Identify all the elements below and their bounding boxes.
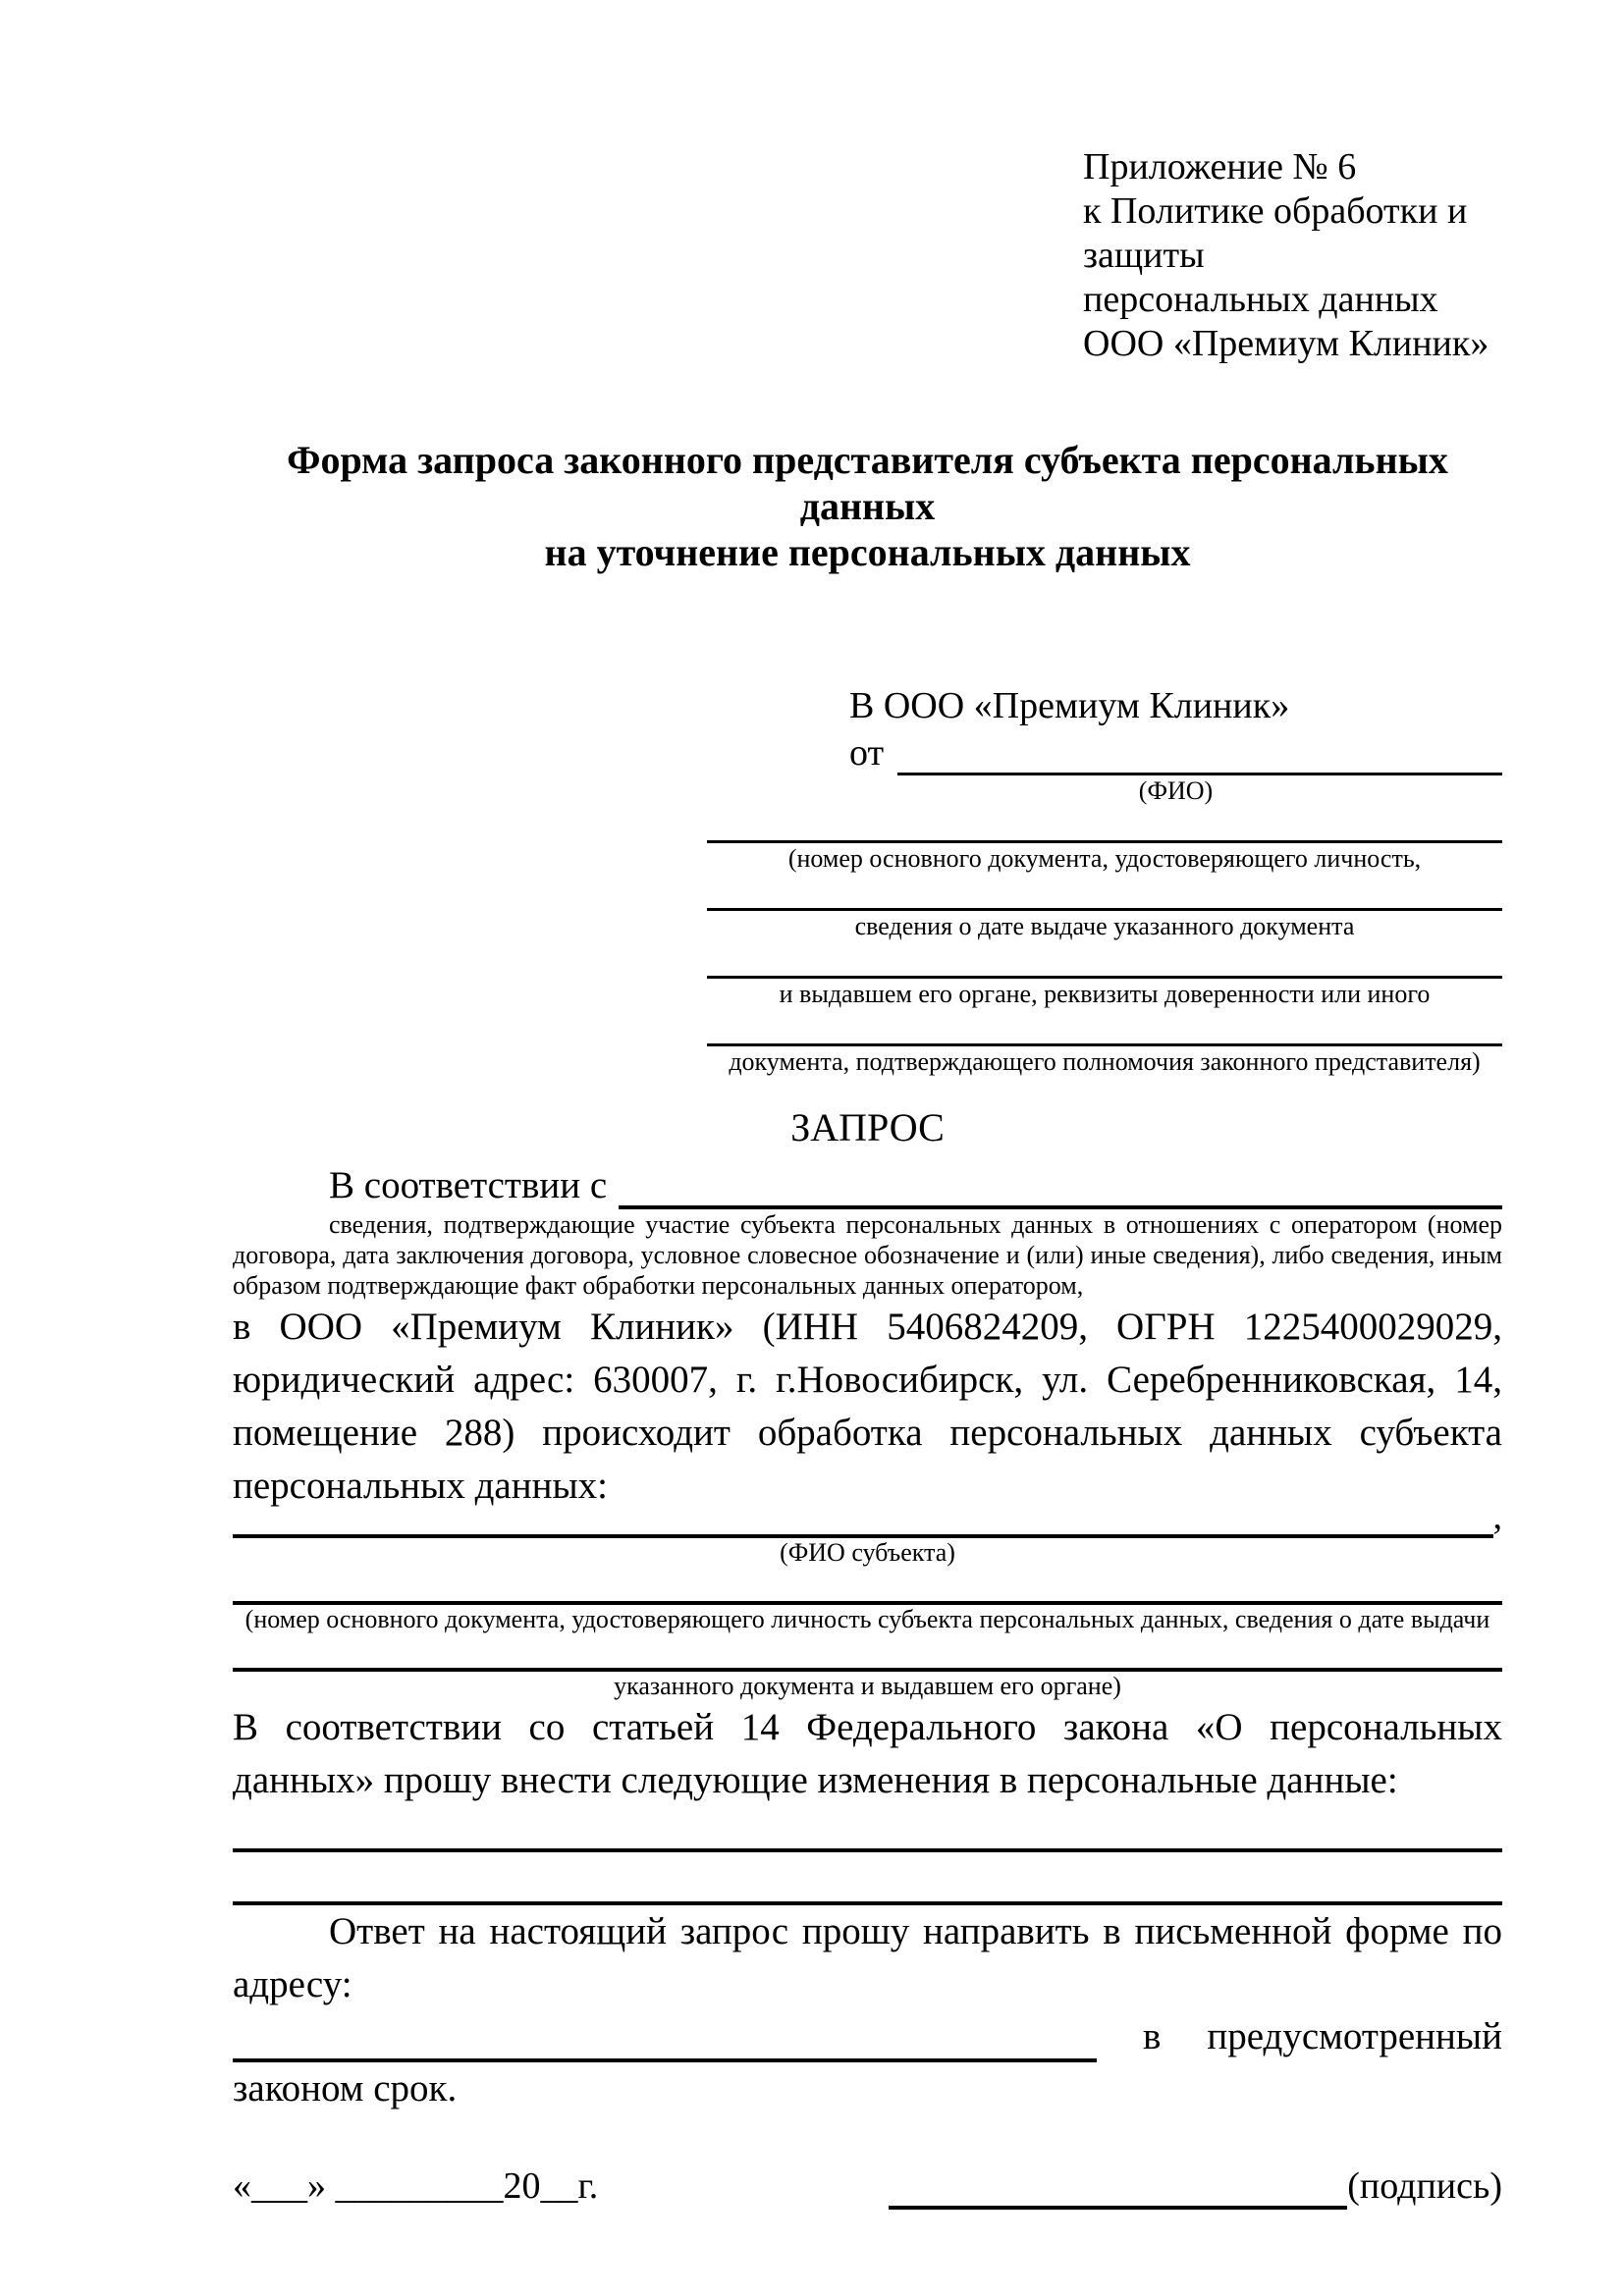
fio-blank-line <box>897 733 1502 775</box>
header-note-line: ООО «Премиум Клиник» <box>1083 323 1489 364</box>
form-title-line-2: на уточнение персональных данных <box>544 530 1191 574</box>
answer-closing: законом срок. <box>233 2067 458 2109</box>
doc-blank-line <box>707 942 1502 979</box>
changes-blank-line <box>233 1852 1502 1905</box>
subject-fio-label: (ФИО субъекта) <box>780 1538 955 1567</box>
answer-word-predusmotrenny: предусмотренный <box>1207 2015 1502 2057</box>
header-note-line: Приложение № 6 <box>1083 146 1357 187</box>
signature-blank-line <box>889 2166 1347 2210</box>
doc-label: сведения о дате выдаче указанного документа <box>854 912 1355 940</box>
doc-blank-line <box>707 807 1502 843</box>
signature-label: (подпись) <box>1347 2165 1502 2207</box>
addressee-from-prefix: от <box>849 732 885 774</box>
answer-word-v: в <box>1142 2015 1162 2057</box>
doc-label: документа, подтверждающего полномочия законного представителя) <box>729 1047 1481 1076</box>
form-title <box>233 437 1502 575</box>
addressee-from-line <box>707 728 1502 775</box>
signature-block <box>889 2163 1502 2210</box>
doc-label: и выдавшем его органе, реквизиты доверенности или иного <box>779 980 1431 1008</box>
answer-paragraph-line: Ответ на настоящий запрос прошу направить в письменной форме по адресу: <box>233 1910 1502 2005</box>
operator-paragraph: в ООО «Премиум Клиник» (ИНН 5406824209, ОГРН 1225400029029, юридический адрес: 630007, г. г.Новосибирск, ул. Серебренниковская, 14, помещение 288) происходит обработка персональных данных субъекта персональных данных: <box>233 1306 1502 1507</box>
doc-blank-line <box>707 1010 1502 1046</box>
addressee-block <box>707 683 1502 1078</box>
doc-label: (номер основного документа, удостоверяющего личность, <box>787 844 1422 873</box>
footer-row <box>233 2163 1502 2210</box>
subject-doc-blank-line <box>233 1574 1502 1605</box>
subject-fio-row <box>233 1496 1502 1538</box>
header-note-line: к Политике обработки и защиты <box>1083 190 1468 276</box>
footnote-text: сведения, подтверждающие участие субъекта персональных данных в отношениях с оператором (номер договора, дата заключения договора, условное словесное обозначение и (или) иные сведения), либо сведения, иным образом подтверждающие факт обработки персональных данных оператором, <box>233 1210 1502 1300</box>
answer-address-row <box>233 2011 1502 2062</box>
fio-label: (ФИО) <box>1138 776 1214 805</box>
subject-fio-comma: , <box>1492 1496 1502 1537</box>
header-note-line: персональных данных <box>1083 279 1438 320</box>
subject-doc-label: (номер основного документа, удостоверяющего личность субъекта персональных данных, сведения о дате выдачи <box>244 1605 1490 1633</box>
changes-blank-line <box>233 1813 1502 1852</box>
intro-blank-line <box>619 1166 1502 1209</box>
subject-doc-blank-line <box>233 1640 1502 1672</box>
intro-line <box>233 1162 1502 1209</box>
addressee-to: В ООО «Премиум Клиник» <box>849 685 1290 726</box>
subject-fio-blank-line <box>233 1515 1493 1538</box>
header-note <box>1083 145 1502 366</box>
subject-doc-label: указанного документа и выдавшем его органе) <box>614 1672 1121 1700</box>
doc-blank-line <box>707 875 1502 911</box>
intro-text: В соответствии с <box>329 1164 608 1206</box>
address-blank-line <box>233 2017 1097 2062</box>
form-title-line-1: Форма запроса законного представителя субъекта персональных данных <box>287 438 1448 528</box>
date-field: «___» _________20__г. <box>233 2165 599 2207</box>
request-heading: ЗАПРОС <box>790 1105 945 1149</box>
article-paragraph: В соответствии со статьей 14 Федерального закона «О персональных данных» прошу внести следующие изменения в персональные данные: <box>233 1706 1502 1801</box>
